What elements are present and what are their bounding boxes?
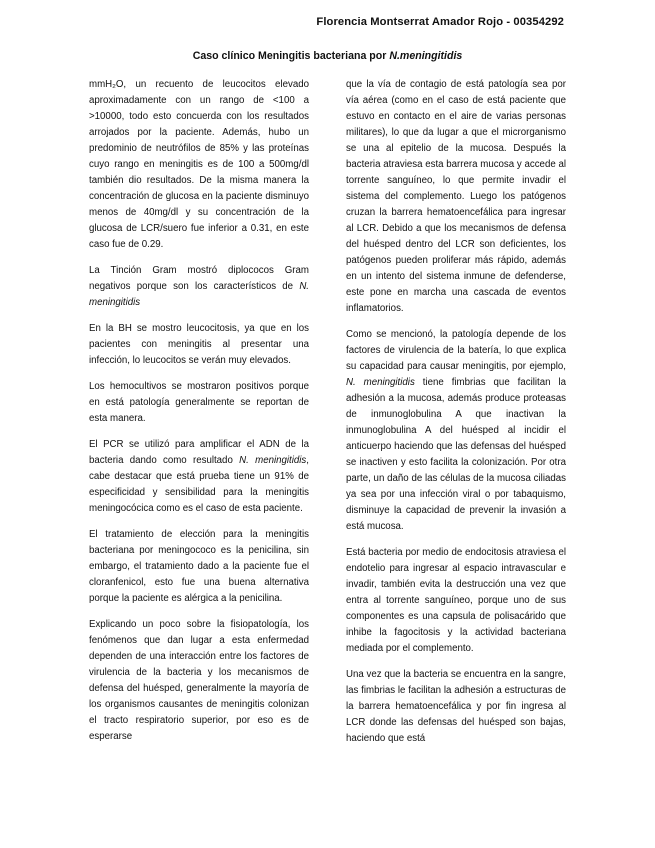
paragraph-transmission: que la vía de contagio de está patología sea por vía aérea (como en el caso de está paciente que estuvo en contacto en el aire de varias personas militares), lo que da lugar a que el microrganismo se una al epitelio de la mucosa. Después la bacteria atraviesa esta barrera mucosa y accede al torrente sanguíneo, lo que permite invadir el sistema del complemento. Luego los patógenos cruzan la barrera hematoencefálica para ingresar al LCR. Debido a que los mecanismos de defensa del huésped dentro del LCR son deficientes, los patógenos pueden proliferar más rápido, además en un intento del sistema inmune de defenderse, este pone en marcha una cascada de eventos inflamatorios.: [346, 79, 566, 314]
paragraph-pcr: El PCR se utilizó para amplificar el ADN de la bacteria dando como resultado N. meningitidis, cabe destacar que está prueba tiene un 91% de especificidad y sensibilidad para la meningitis meningocócica como es el caso de esta paciente.: [89, 439, 309, 514]
organism-name: N. meningitidis: [89, 281, 309, 308]
paragraph-virulence: Como se mencionó, la patología depende de los factores de virulencia de la batería, lo que explica su capacidad para causar meningitis, por ejemplo, N. meningitidis tiene fimbrias que facilitan la adhesión a la mucosa, además produce proteasas de inmunoglobulina A que inactivan la inmunoglobulina A del huésped al incidir el anticuerpo haciendo que las defensas del huésped se inactiven y esto facilita la colonización. Por otra parte, un daño de las células de la mucosa ciliadas ya sea por una infección viral o por tabaquismo, disminuye la capacidad de prevenir la invasión a está mucosa.: [346, 329, 566, 532]
right-column: [346, 77, 566, 757]
paragraph-endocytosis: Está bacteria por medio de endocitosis atraviesa el endotelio para ingresar al espacio intravascular e invadir, también evita la destrucción una vez que entra al torrente sanguíneo, porque uno de sus componentes es una capsula de polisacárido que inhibe la fagocitosis y la actividad bacteriana mediada por el complemento.: [346, 547, 566, 654]
author-header: Florencia Montserrat Amador Rojo - 00354292: [316, 16, 564, 28]
paragraph-treatment: El tratamiento de elección para la meningitis bacteriana por meningococo es la penicilina, sin embargo, el tratamiento dado a la paciente fue el cloranfenicol, esto fue una buena alternativa porque la paciente es alérgica a la penicilina.: [89, 529, 309, 604]
organism-name: N. meningitidis: [346, 377, 415, 388]
organism-name: N. meningitidis: [239, 455, 307, 466]
paragraph-gram-stain: La Tinción Gram mostró diplococos Gram negativos porque son los característicos de N. meningitidis: [89, 265, 309, 308]
paragraph-csf-results: mmH₂O, un recuento de leucocitos elevado aproximadamente con un rango de <100 a >10000, todo esto concuerda con los resultados arrojados por la paciente. Además, hubo un predominio de neutrófilos de 85% y las proteínas cuyo rango en meningitis es de 100 a 500mg/dl también dio resultados. De la misma manera la concentración de glucosa en la paciente disminuyo menos de 40mg/dl y su concentración de la glucosa de LCR/suero fue inferior a 0.31, en este caso fue de 0.29.: [89, 79, 309, 250]
document-title: [0, 50, 655, 62]
title-organism: N.meningitidis: [389, 50, 463, 62]
paragraph-blood-invasion: Una vez que la bacteria se encuentra en la sangre, las fimbrias le facilitan la adhesión a estructuras de la barrera hematoencefálica y por fin ingresa al LCR donde las defensas del huésped son bajas, haciendo que está: [346, 669, 566, 744]
title-text: Caso clínico Meningitis bacteriana por: [192, 50, 390, 62]
paragraph-pathophysiology: Explicando un poco sobre la fisiopatología, los fenómenos que dan lugar a esta enfermedad dependen de una interacción entre los factores de virulencia de la bacteria y los mecanismos de defensa del huésped, generalmente la mayoría de los organismos causantes de meningitis colonizan el tracto respiratorio superior, por eso es de esperarse: [89, 619, 309, 742]
paragraph-blood-cultures: Los hemocultivos se mostraron positivos porque en está patología generalmente se reportan de esta manera.: [89, 381, 309, 424]
left-column: [89, 77, 309, 755]
paragraph-blood-count: En la BH se mostro leucocitosis, ya que en los pacientes con meningitis al presentar una infección, lo leucocitos se verán muy elevados.: [89, 323, 309, 366]
